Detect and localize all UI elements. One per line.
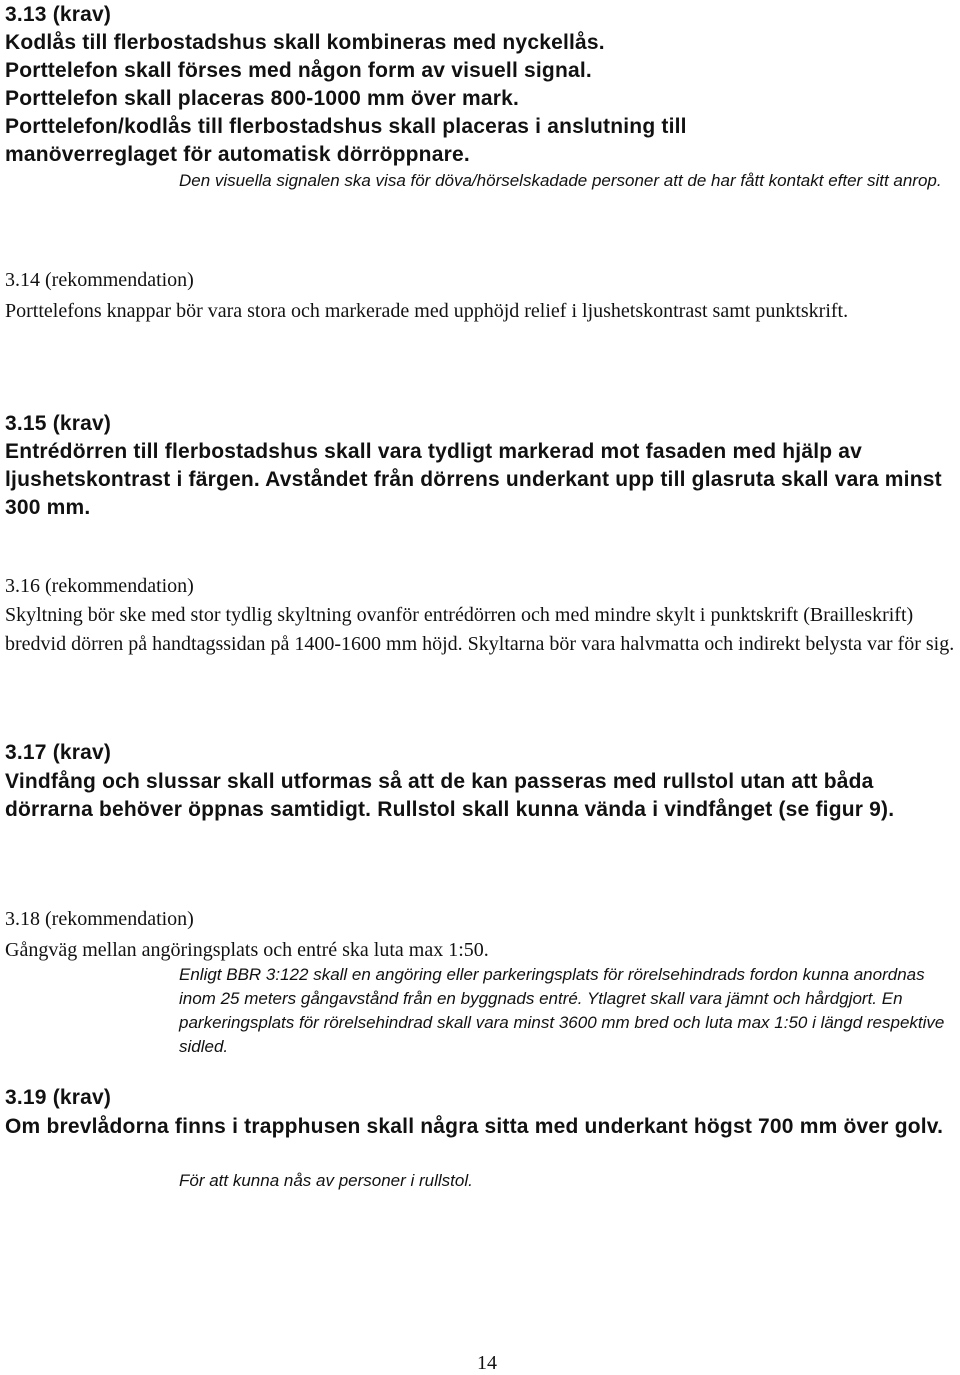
section-3-18-heading: 3.18 (rekommendation) — [5, 908, 194, 930]
section-3-19-note: För att kunna nås av personer i rullstol. — [179, 1171, 473, 1190]
section-3-15-body: Entrédörren till flerbostadshus skall vara tydligt markerad mot fasaden med hjälp av ljushetskontrast i färgen. Avståndet från dörrens underkant upp till glasruta skall vara minst 300 mm. — [5, 440, 942, 519]
section-3-13-heading: 3.13 (krav) — [5, 3, 112, 26]
section-3-17-body: Vindfång och slussar skall utformas så att de kan passeras med rullstol utan att båda dörrarna behöver öppnas samtidigt. Rullstol skall kunna vända i vindfånget (se figur 9). — [5, 770, 895, 821]
section-3-14-body: Porttelefons knappar bör vara stora och markerade med upphöjd relief i ljushetskontrast samt punktskrift. — [5, 300, 849, 322]
section-3-13-note: Den visuella signalen ska visa för döva/hörselskadade personer att de har fått kontakt efter sitt anrop. — [179, 171, 942, 190]
section-3-13-body — [5, 29, 825, 169]
section-3-18-body: Gångväg mellan angöringsplats och entré ska luta max 1:50. — [5, 939, 489, 961]
section-3-18-note: Enligt BBR 3:122 skall en angöring eller parkeringsplats för rörelsehindrads fordon kunna anordnas inom 25 meters gångavstånd från en byggnads entré. Ytlagret skall vara jämnt och hårdgjort. En parkeringsplats för rörelsehindrad skall vara minst 3600 mm bred och luta max 1:50 i längd respektive sidled. — [179, 965, 945, 1056]
section-3-13-line-3: Porttelefon skall placeras 800-1000 mm över mark. — [5, 87, 520, 110]
section-3-19-heading: 3.19 (krav) — [5, 1086, 112, 1109]
section-3-16-heading: 3.16 (rekommendation) — [5, 575, 194, 597]
section-3-13-line-1: Kodlås till flerbostadshus skall kombineras med nyckellås. — [5, 31, 605, 54]
section-3-19-body: Om brevlådorna finns i trapphusen skall några sitta med underkant högst 700 mm över golv. — [5, 1115, 944, 1138]
section-3-17-heading: 3.17 (krav) — [5, 741, 112, 764]
section-3-16-body: Skyltning bör ske med stor tydlig skyltning ovanför entrédörren och med mindre skylt i punktskrift (Brailleskrift) bredvid dörren på handtagssidan på 1400-1600 mm höjd. Skyltarna bör vara halvmatta och indirekt belysta var för sig. — [5, 604, 955, 655]
page-number: 14 — [477, 1352, 497, 1374]
section-3-13-line-4: Porttelefon/kodlås till flerbostadshus skall placeras i anslutning till manöverreglaget för automatisk dörröppnare. — [5, 115, 687, 166]
section-3-14-heading: 3.14 (rekommendation) — [5, 269, 194, 291]
section-3-15-heading: 3.15 (krav) — [5, 412, 112, 435]
section-3-13-line-2: Porttelefon skall förses med någon form av visuell signal. — [5, 59, 592, 82]
